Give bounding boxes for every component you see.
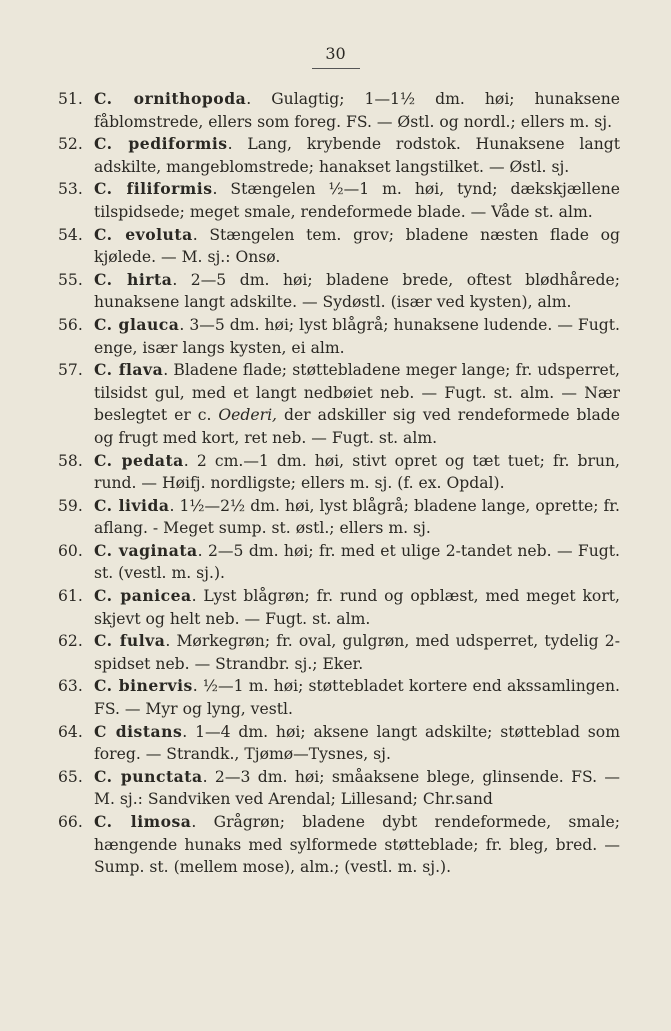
entry-number: 51. bbox=[58, 90, 83, 108]
list-item bbox=[58, 766, 620, 811]
entry-description: . Lang, krybende rodstok. Hunaksene langt adskilte, mangeblomstrede; hanakset langstilket. — Østl. sj. bbox=[94, 135, 620, 176]
list-item bbox=[58, 314, 620, 359]
entry-description: . Stængelen tem. grov; bladene næsten flade og kjølede. — M. sj.: Onsø. bbox=[94, 225, 620, 267]
species-name: C. filiformis bbox=[94, 179, 213, 199]
list-item bbox=[58, 495, 620, 540]
entry-description: . Lyst blågrøn; fr. rund og opblæst, med meget kort, skjevt og helt neb. — Fugt. st. alm. bbox=[94, 587, 620, 628]
entry-text bbox=[94, 224, 620, 269]
list-item bbox=[58, 133, 620, 178]
entry-text bbox=[94, 450, 620, 495]
entry-number: 56. bbox=[58, 315, 83, 334]
entry-text bbox=[94, 495, 620, 540]
entry-description: . 3—5 dm. høi; lyst blågrå; hunaksene ludende. — Fugt. enge, især langs kysten, ei alm. bbox=[94, 315, 620, 357]
species-name: C. pedata bbox=[94, 450, 184, 470]
entry-number: 52. bbox=[58, 135, 83, 154]
species-name: C. binervis bbox=[94, 676, 193, 696]
species-name: C. pediformis bbox=[94, 134, 228, 154]
list-item bbox=[58, 178, 620, 223]
list-item bbox=[58, 224, 620, 269]
entry-number: 55. bbox=[58, 270, 83, 289]
entry-text bbox=[94, 178, 620, 223]
entry-text bbox=[94, 540, 620, 585]
entry-text bbox=[94, 721, 620, 766]
entry-description: . 2—5 dm. høi; bladene brede, oftest blødhårede; hunaksene langt adskilte. — Sydøstl. (især ved kysten), alm. bbox=[94, 270, 620, 312]
list-item bbox=[58, 811, 620, 879]
species-name: C. evoluta bbox=[94, 224, 193, 244]
species-name: C. punctata bbox=[94, 766, 203, 786]
species-name: C. flava bbox=[94, 360, 164, 380]
entry-text bbox=[94, 766, 620, 811]
entry-number: 64. bbox=[58, 722, 83, 741]
list-item bbox=[58, 540, 620, 585]
list-item bbox=[58, 630, 620, 675]
species-name: C. limosa bbox=[94, 812, 192, 831]
entry-description: . 2 cm.—1 dm. høi, stivt opret og tæt tuet; fr. brun, rund. — Høifj. nordligste; ellers m. sj. (f. ex. Opdal). bbox=[94, 451, 620, 493]
entry-description: . Bladene flade; støttebladene meger lange; fr. udsperret, tilsidst gul, med et langt nedbøiet neb. — Fugt. st. alm. — Nær beslegtet er c. bbox=[94, 361, 620, 425]
entry-description-continued: der adskiller sig ved rendeformede blade og frugt med kort, ret neb. — Fugt. st. alm. bbox=[94, 406, 620, 447]
entry-number: 57. bbox=[58, 361, 83, 380]
entry-text bbox=[94, 675, 620, 720]
list-item bbox=[58, 675, 620, 720]
entry-number: 54. bbox=[58, 225, 83, 244]
entry-text bbox=[94, 585, 620, 630]
entry-description: . ½—1 m. høi; støttebladet kortere end akssamlingen. FS. — Myr og lyng, vestl. bbox=[94, 677, 621, 719]
entry-text bbox=[94, 88, 620, 133]
species-name: C. vaginata bbox=[94, 540, 198, 560]
list-item bbox=[58, 88, 620, 133]
page-number: 30 bbox=[325, 44, 346, 63]
species-name: C. ornithopoda bbox=[94, 89, 247, 108]
entry-text bbox=[94, 630, 620, 675]
entry-number: 65. bbox=[58, 767, 83, 786]
species-list bbox=[58, 88, 620, 879]
entry-description: . 2—5 dm. høi; fr. med et ulige 2-tandet neb. — Fugt. st. (vestl. m. sj.). bbox=[94, 541, 620, 583]
entry-text bbox=[94, 359, 620, 449]
species-name: C distans bbox=[94, 721, 183, 741]
species-name-italic: Oederi, bbox=[218, 406, 278, 425]
entry-number: 63. bbox=[58, 677, 83, 696]
entry-number: 59. bbox=[58, 496, 83, 515]
entry-number: 60. bbox=[58, 541, 83, 560]
entry-text bbox=[94, 133, 620, 178]
species-name: C. hirta bbox=[94, 269, 173, 289]
list-item bbox=[58, 359, 620, 449]
entry-number: 66. bbox=[58, 813, 83, 831]
entry-number: 58. bbox=[58, 451, 83, 470]
entry-description: . 1½—2½ dm. høi, lyst blågrå; bladene lange, oprette; fr. aflang. - Meget sump. st. østl.; ellers m. sj. bbox=[94, 496, 620, 538]
header-rule bbox=[312, 68, 360, 69]
entry-number: 61. bbox=[58, 587, 83, 606]
entry-text bbox=[94, 811, 620, 879]
entry-description: . 2—3 dm. høi; småaksene blege, glinsende. FS. — M. sj.: Sandviken ved Arendal; Lillesand; Chr.sand bbox=[94, 767, 620, 809]
entry-text bbox=[94, 314, 620, 359]
list-item bbox=[58, 585, 620, 630]
entry-text bbox=[94, 269, 620, 314]
list-item bbox=[58, 450, 620, 495]
species-name: C. glauca bbox=[94, 314, 180, 334]
list-item bbox=[58, 721, 620, 766]
species-name: C. livida bbox=[94, 495, 170, 515]
list-item bbox=[58, 269, 620, 314]
entry-description: . 1—4 dm. høi; aksene langt adskilte; støtteblad som foreg. — Strandk., Tjømø—Tysnes, sj. bbox=[94, 722, 620, 764]
species-name: C. fulva bbox=[94, 631, 166, 651]
entry-description: . Stængelen ½—1 m. høi, tynd; dækskjællene tilspidsede; meget smale, rendeformede blade. — Våde st. alm. bbox=[94, 180, 620, 221]
species-name: C. panicea bbox=[94, 586, 192, 606]
entry-description: . Mørkegrøn; fr. oval, gulgrøn, med udsperret, tydelig 2-spidset neb. — Strandbr. sj.; Eker. bbox=[94, 632, 620, 673]
entry-number: 62. bbox=[58, 632, 83, 651]
entry-description: . Gulagtig; 1—1½ dm. høi; hunaksene fåblomstrede, ellers som foreg. FS. — Østl. og nordl.; ellers m. sj. bbox=[94, 90, 620, 131]
entry-description: . Grågrøn; bladene dybt rendeformede, smale; hængende hunaks med sylformede støtteblade; fr. bleg, bred. — Sump. st. (mellem mose), alm.; (vestl. m. sj.). bbox=[94, 813, 620, 877]
entry-number: 53. bbox=[58, 180, 83, 199]
